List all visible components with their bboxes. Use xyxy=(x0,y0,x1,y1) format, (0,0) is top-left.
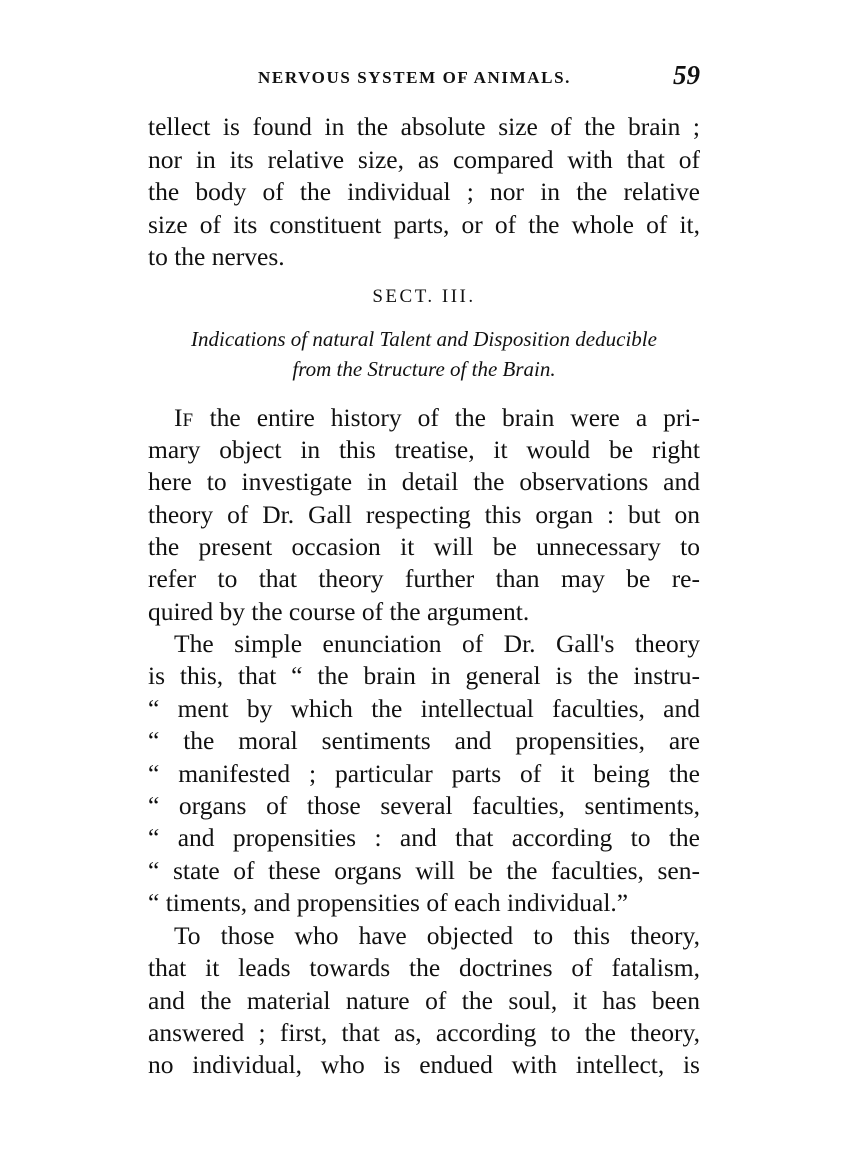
text-line: “ state of these organs will be the faculties, sen- xyxy=(148,856,700,885)
text-run: the entire history of the brain were a pri- xyxy=(193,403,700,432)
text-line: the present occasion it will be unnecessary to xyxy=(148,532,700,561)
text-line: that it leads towards the doctrines of fatalism, xyxy=(148,953,700,982)
text-line: theory of Dr. Gall respecting this organ : but on xyxy=(148,500,700,529)
text-line: mary object in this treatise, it would be right xyxy=(148,435,700,464)
text-line: To those who have objected to this theory, xyxy=(174,921,700,950)
section-number: SECT. III. xyxy=(372,286,476,307)
text-line: here to investigate in detail the observations and xyxy=(148,467,700,496)
paragraph-first-line xyxy=(174,402,700,437)
text-line: no individual, who is endued with intellect, is xyxy=(148,1050,700,1079)
section-subtitle: from the Structure of the Brain. xyxy=(292,357,556,381)
text-line: “ the moral sentiments and propensities, are xyxy=(148,726,700,755)
text-line: is this, that “ the brain in general is the instru- xyxy=(148,661,700,690)
initial-letter: I xyxy=(174,403,183,432)
text-line: size of its constituent parts, or of the whole of it, xyxy=(148,210,700,239)
text-line: “ timents, and propensities of each individual.” xyxy=(148,888,629,917)
text-line: and the material nature of the soul, it has been xyxy=(148,986,700,1015)
running-head xyxy=(148,62,700,102)
text-line: “ and propensities : and that according to the xyxy=(148,823,700,852)
text-line: “ organs of those several faculties, sentiments, xyxy=(148,791,700,820)
text-line: the body of the individual ; nor in the relative xyxy=(148,177,700,206)
text-line: refer to that theory further than may be re- xyxy=(148,564,700,593)
text-line: to the nerves. xyxy=(148,242,285,271)
small-cap-letter: F xyxy=(182,410,194,431)
text-line: tellect is found in the absolute size of the brain ; xyxy=(148,112,700,141)
text-line: The simple enunciation of Dr. Gall's theory xyxy=(174,629,700,658)
section-subtitle: Indications of natural Talent and Disposition deducible xyxy=(191,327,657,351)
text-line: quired by the course of the argument. xyxy=(148,597,530,626)
page-number: 59 xyxy=(673,60,700,90)
text-line: nor in its relative size, as compared with that of xyxy=(148,145,700,174)
running-title: NERVOUS SYSTEM OF ANIMALS. xyxy=(258,68,572,87)
text-line: answered ; first, that as, according to the theory, xyxy=(148,1018,700,1047)
text-line: “ manifested ; particular parts of it being the xyxy=(148,759,700,788)
text-line: “ ment by which the intellectual faculties, and xyxy=(148,694,700,723)
